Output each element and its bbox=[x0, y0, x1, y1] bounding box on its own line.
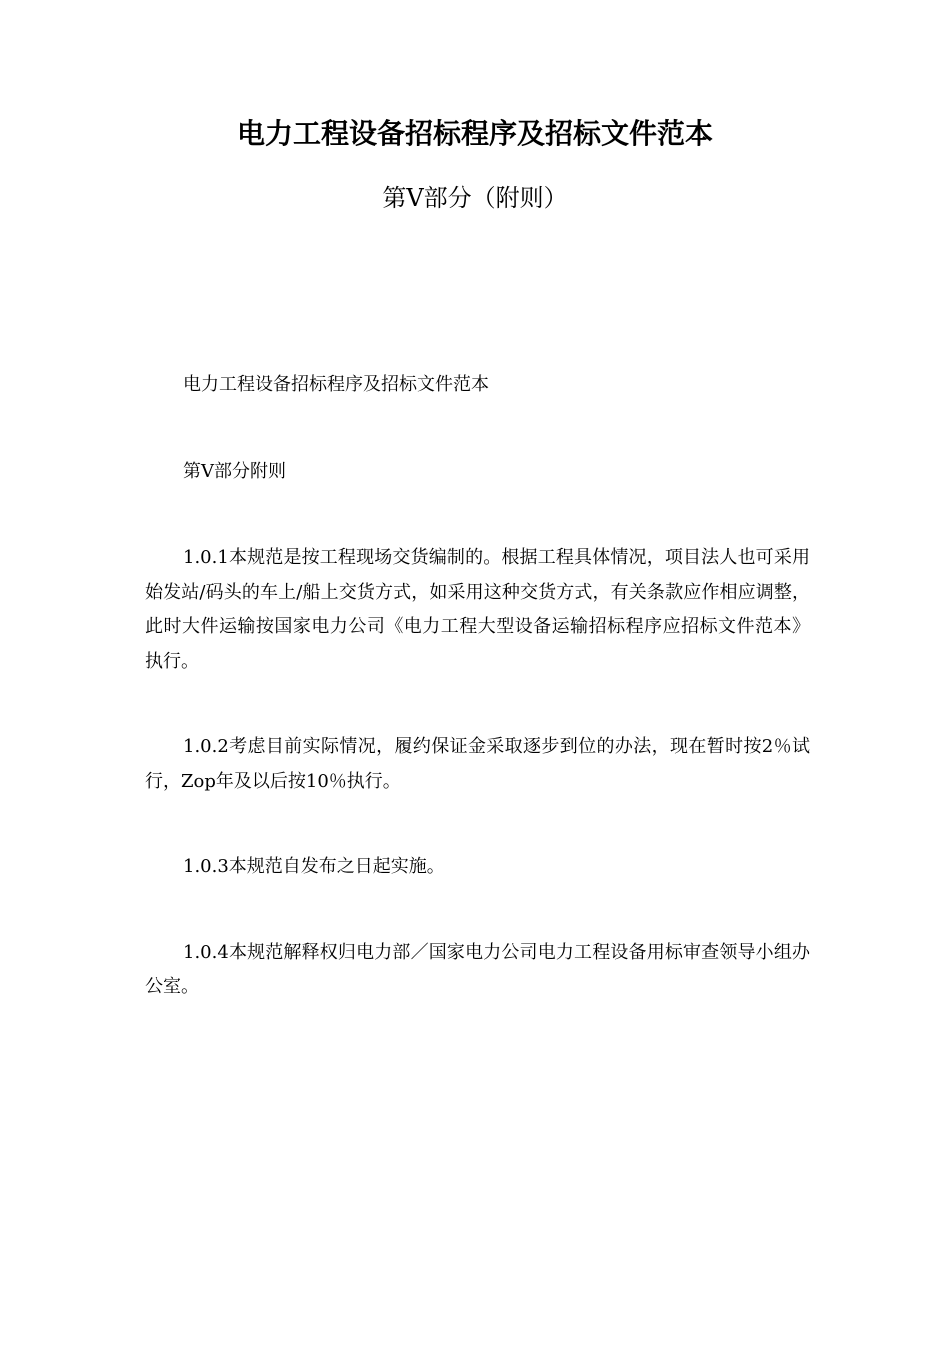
paragraph-spacer bbox=[145, 885, 810, 936]
paragraph-spacer bbox=[145, 489, 810, 541]
paragraph-clause-1-0-2: 1.0.2考虑目前实际情况，履约保证金采取逐步到位的办法，现在暂时按2％试行，Zop年及以后按10％执行。 bbox=[145, 736, 810, 792]
paragraph-spacer bbox=[145, 799, 810, 850]
paragraph-spacer bbox=[145, 403, 810, 455]
paragraph-heading-repeat: 电力工程设备招标程序及招标文件范本 bbox=[183, 374, 489, 395]
paragraph-clause-1-0-1: 1.0.1本规范是按工程现场交货编制的。根据工程具体情况，项目法人也可采用始发站/码头的车上/船上交货方式，如采用这种交货方式，有关条款应作相应调整，此时大件运输按国家电力公司《电力工程大型设备运输招标程序应招标文件范本》执行。 bbox=[145, 547, 810, 672]
paragraph-spacer bbox=[145, 679, 810, 730]
document-title: 电力工程设备招标程序及招标文件范本 bbox=[236, 117, 713, 150]
document-body bbox=[145, 368, 810, 1005]
document-subtitle: 第Ⅴ部分（附则） bbox=[382, 184, 568, 212]
paragraph-clause-1-0-3: 1.0.3本规范自发布之日起实施。 bbox=[183, 856, 445, 877]
paragraph-part-label: 第Ⅴ部分附则 bbox=[183, 460, 286, 482]
paragraph-clause-1-0-4: 1.0.4本规范解释权归电力部／国家电力公司电力工程设备用标审查领导小组办公室。 bbox=[145, 941, 810, 997]
